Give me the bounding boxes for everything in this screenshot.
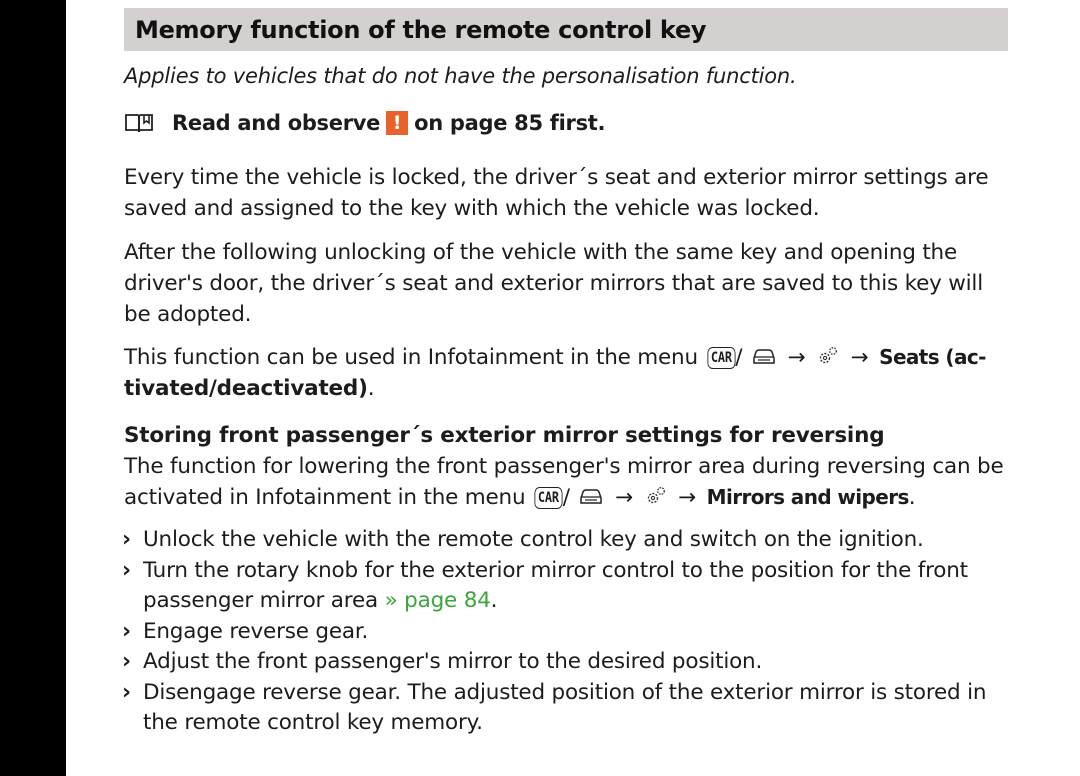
list-item <box>124 678 1024 739</box>
car-settings-icon <box>578 486 604 506</box>
step-text: Disengage reverse gear. The adjusted position of the exterior mirror is stored in the remote control key memory. <box>143 679 987 735</box>
chevron-right-icon: › <box>122 557 131 583</box>
list-item <box>124 617 1024 648</box>
list-item <box>124 525 1024 556</box>
book-icon <box>124 111 154 135</box>
gear-icon <box>644 485 668 507</box>
arrow: → <box>787 345 806 370</box>
section-title: Memory function of the remote control key <box>135 15 707 44</box>
left-black-border <box>0 0 66 776</box>
arrow: → <box>850 345 869 370</box>
arrow: → <box>615 485 633 510</box>
list-item <box>124 647 1024 678</box>
period: . <box>908 485 916 510</box>
gear-icon <box>816 345 840 367</box>
car-button-icon: CAR <box>707 347 735 369</box>
subheading-passenger-mirror: Storing front passenger´s exterior mirror settings for reversing <box>124 423 885 448</box>
chevron-right-icon: › <box>122 527 131 552</box>
page-reference-link[interactable]: » page 84 <box>384 588 491 613</box>
paragraph-4-text: The function for lowering the front passenger's mirror area during reversing can be activated in Infotainment in the menu <box>124 454 1004 510</box>
list-item <box>124 556 1024 617</box>
period: . <box>367 376 375 401</box>
steps-list <box>124 525 1024 739</box>
menu-path-seats-cont: tivated/deactivated) <box>124 376 368 401</box>
read-notice <box>124 111 605 135</box>
paragraph-4 <box>124 420 1014 513</box>
menu-path-seats: Seats (ac- <box>879 345 986 369</box>
chevron-right-icon: › <box>122 618 131 644</box>
chevron-right-icon: › <box>122 649 131 674</box>
paragraph-2: After the following unlocking of the vehicle with the same key and opening the driver's door, the driver´s seat and exterior mirrors that are saved to this key will be adopted. <box>124 240 983 327</box>
step-text: Engage reverse gear. <box>143 618 369 644</box>
paragraph-1: Every time the vehicle is locked, the driver´s seat and exterior mirror settings are saved and assigned to the key with which the vehicle was locked. <box>124 165 989 221</box>
arrow: → <box>678 485 696 510</box>
paragraph-3-text: This function can be used in Infotainment in the menu <box>124 345 698 370</box>
notice-pre: Read and observe <box>172 111 381 135</box>
applicability-note: Applies to vehicles that do not have the personalisation function. <box>124 64 797 88</box>
slash: / <box>735 345 743 370</box>
step-text: Unlock the vehicle with the remote control key and switch on the ignition. <box>143 527 924 552</box>
period: . <box>490 588 498 613</box>
section-header <box>124 8 1008 51</box>
slash: / <box>562 485 570 510</box>
car-button-icon: CAR <box>534 487 562 509</box>
menu-path-mirrors: Mirrors and wipers <box>706 485 909 509</box>
step-text: Adjust the front passenger's mirror to the desired position. <box>143 649 763 674</box>
warning-icon: ! <box>386 111 408 135</box>
paragraph-3 <box>124 342 1014 404</box>
chevron-right-icon: › <box>122 679 131 705</box>
notice-post: on page 85 first. <box>414 111 606 135</box>
car-settings-icon <box>751 346 777 366</box>
step-text: Turn the rotary knob for the exterior mirror control to the position for the front passenger mirror area <box>143 557 968 613</box>
